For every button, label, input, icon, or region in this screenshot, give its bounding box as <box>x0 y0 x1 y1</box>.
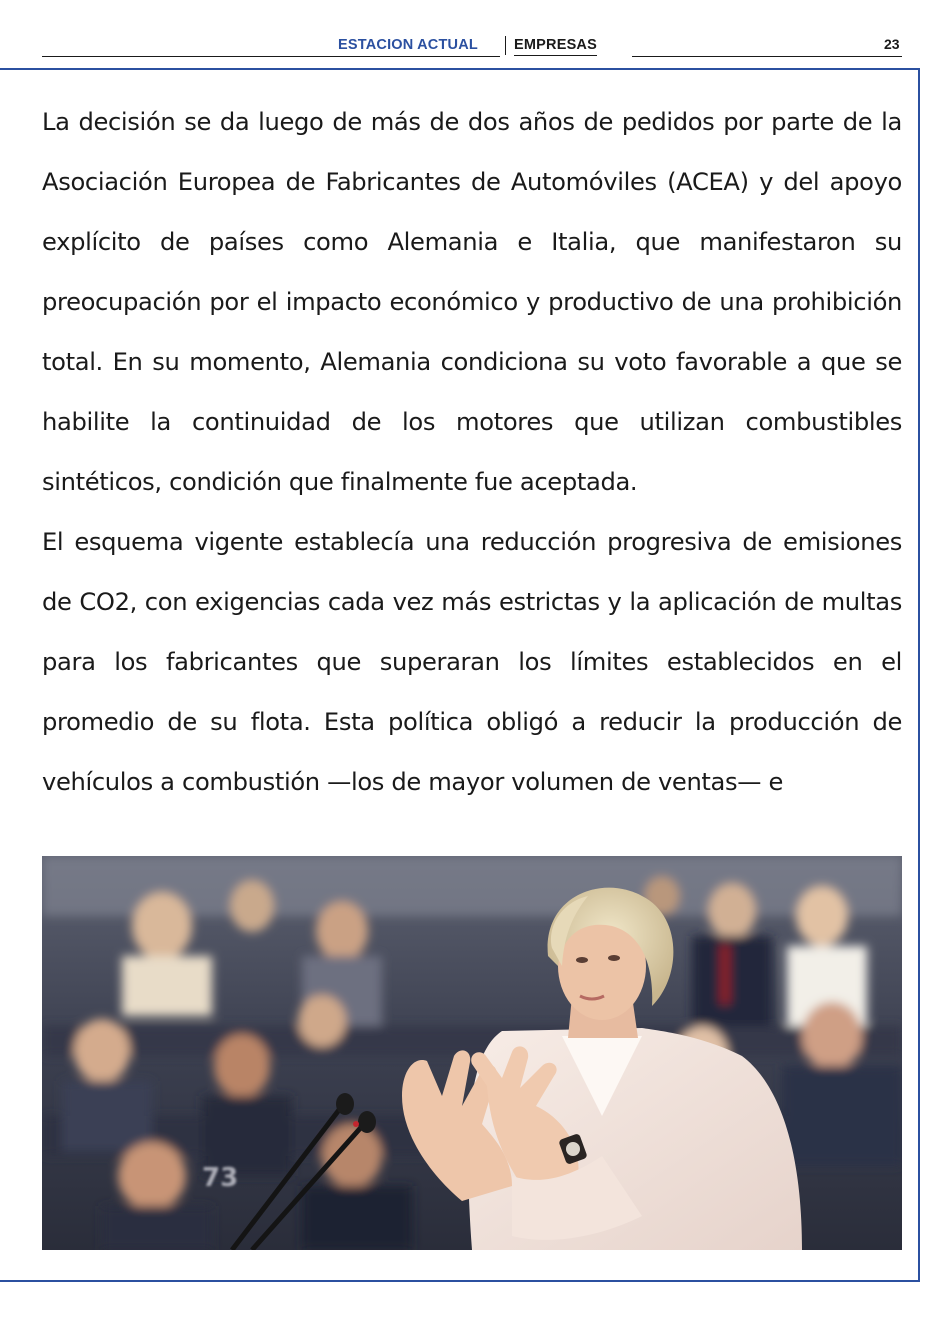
header-section-title: ESTACION ACTUAL <box>338 37 478 53</box>
article-body <box>42 92 902 812</box>
frame-top-border <box>0 68 920 70</box>
frame-right-border <box>918 68 920 1282</box>
article-paragraph: La decisión se da luego de más de dos años de pedidos por parte de la Asociación Europea de Fabricantes de Automóviles (ACEA) y del apoyo explícito de países como Alemania e Italia, que manifestaron su preocupación por el impacto económico y productivo de una prohibición total. En su momento, Alemania condiciona su voto favorable a que se habilite la continuidad de los motores que utilizan combustibles sintéticos, condición que finalmente fue aceptada. <box>42 108 902 496</box>
article-paragraph: El esquema vigente establecía una reducción progresiva de emisiones de CO2, con exigencias cada vez más estrictas y la aplicación de multas para los fabricantes que superaran los límites establecidos en el promedio de su flota. Esta política obligó a reducir la producción de vehículos a combustión —los de mayor volumen de ventas— e <box>42 528 902 796</box>
header-separator <box>505 36 506 55</box>
page-number: 23 <box>884 36 900 52</box>
header-rule-left <box>42 56 500 57</box>
header-rule-right <box>632 56 902 57</box>
frame-bottom-border <box>0 1280 920 1282</box>
article-photo <box>42 856 902 1250</box>
seat-number-label: 73 <box>202 1163 239 1193</box>
header-subsection-title: EMPRESAS <box>514 37 597 56</box>
